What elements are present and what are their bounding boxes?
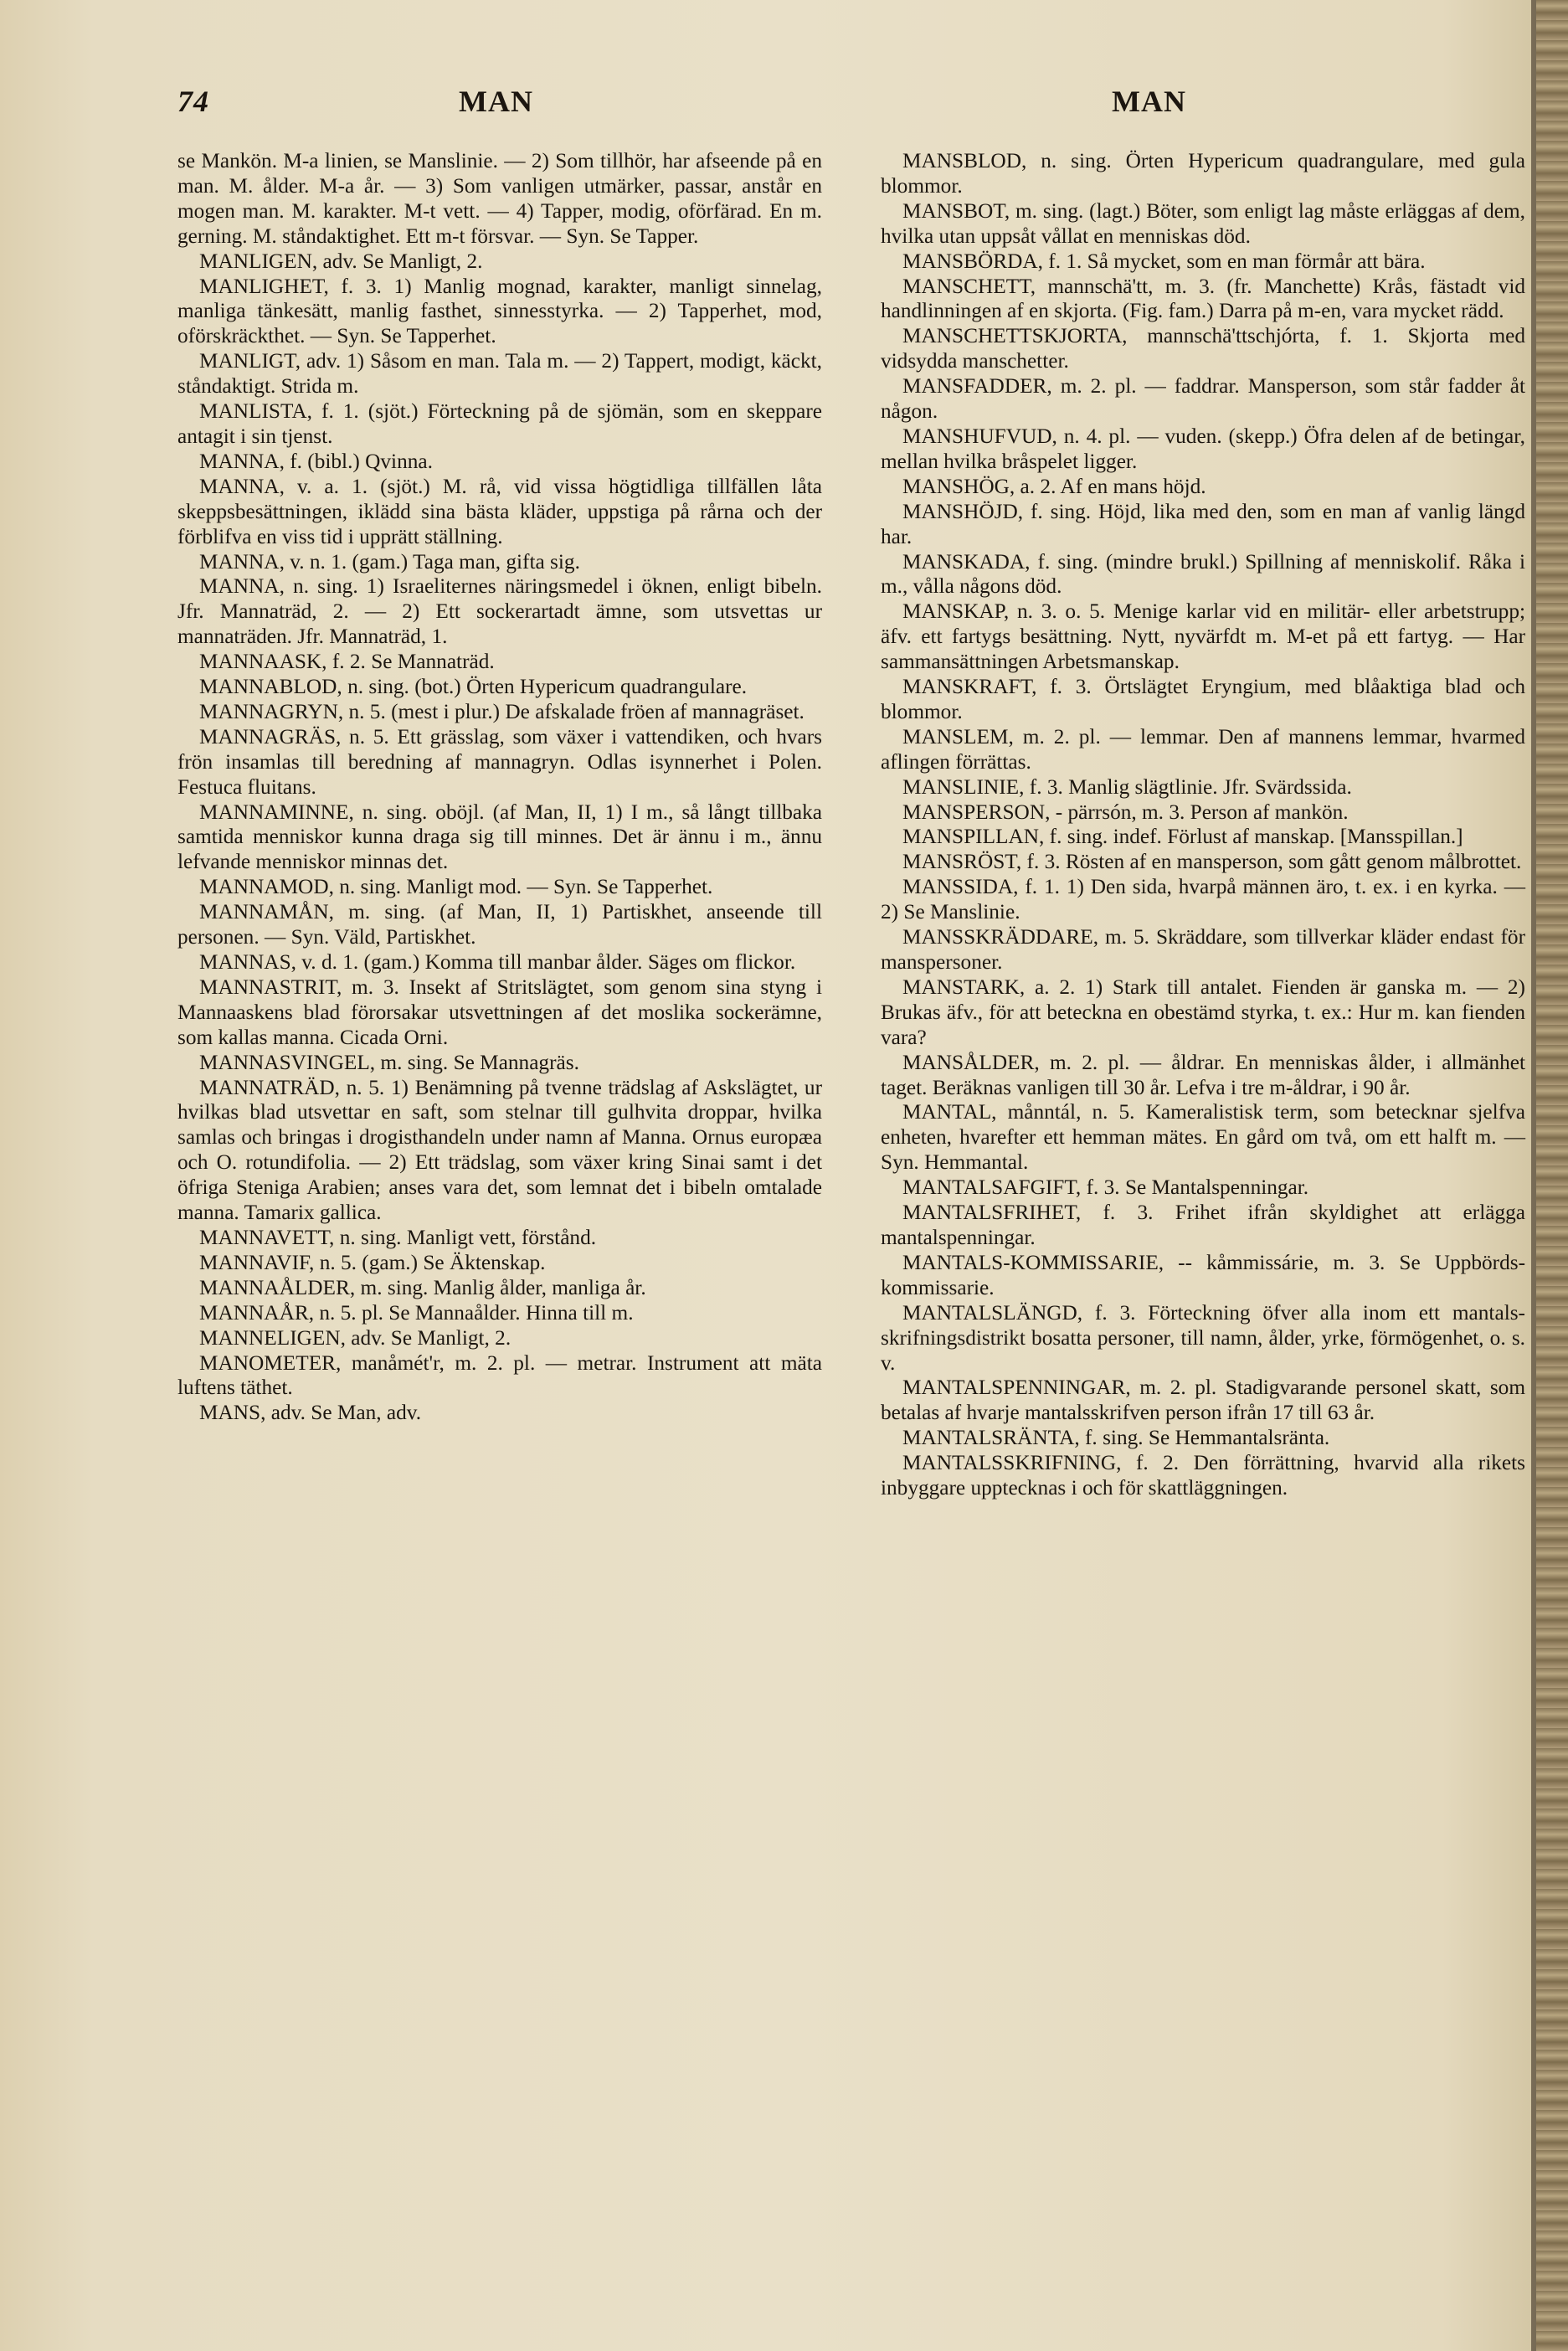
dictionary-entry: MANNAÅR, n. 5. pl. Se Mannaålder. Hinna till m.	[199, 1300, 634, 1325]
dictionary-entry: MANNAMÅN, m. sing. (af Man, II, 1) Partiskhet, anseende till personen. — Syn. Väld, Partiskhet.	[177, 900, 822, 949]
dictionary-entry: MANSCHETT, mannschä'tt, m. 3. (fr. Manchette) Krås, fästadt vid handlinningen af en skjorta. (Fig. fam.) Darra på m-en, vara mycket rädd.	[881, 274, 1525, 323]
dictionary-entry: MANLIGEN, adv. Se Manligt, 2.	[199, 249, 483, 273]
dictionary-entry: MANNAVIF, n. 5. (gam.) Se Äktenskap.	[199, 1250, 546, 1274]
dictionary-entry: MANTALSFRIHET, f. 3. Frihet ifrån skyldighet att erlägga mantalspenningar.	[881, 1201, 1525, 1249]
dictionary-entry: MANTALSSKRIFNING, f. 2. Den förrättning, hvarvid alla rikets inbyggare upptecknas i och för skattläggningen.	[881, 1451, 1525, 1500]
dictionary-entry: MANSHÖG, a. 2. Af en mans höjd.	[902, 474, 1206, 498]
dictionary-entry: MANNELIGEN, adv. Se Manligt, 2.	[199, 1325, 512, 1350]
dictionary-entry: MANSSKRÄDDARE, m. 5. Skräddare, som tillverkar kläder endast för manspersoner.	[881, 925, 1525, 974]
dictionary-entry: MANSFADDER, m. 2. pl. — faddrar. Mansperson, som står fadder åt någon.	[881, 374, 1525, 424]
dictionary-entry: MANLIGHET, f. 3. 1) Manlig mognad, karakter, manligt sinnelag, manliga tänkesätt, manlig fasthet, sinnesstyrka. — 2) Tapperhet, mod, oförskräckthet. — Syn. Se Tapperhet.	[177, 274, 822, 348]
right-column	[881, 149, 1525, 1501]
dictionary-entry: MANNAMOD, n. sing. Manligt mod. — Syn. Se Tapperhet.	[199, 875, 713, 899]
dictionary-entry: MANTALS-KOMMISSARIE, -- kåmmissárie, m. 3. Se Uppbörds-kommissarie.	[881, 1250, 1525, 1299]
dictionary-entry: MANNAGRYN, n. 5. (mest i plur.) De afskalade fröen af mannagräset.	[199, 699, 805, 723]
dictionary-entry: MANSLEM, m. 2. pl. — lemmar. Den af mannens lemmar, hvarmed aflingen förrättas.	[881, 724, 1525, 774]
dictionary-entry: MANNA, f. (bibl.) Qvinna.	[199, 449, 433, 473]
right-guide-word: MAN	[1112, 85, 1186, 118]
dictionary-entry: MANTALSPENNINGAR, m. 2. pl. Stadigvarande personel skatt, som betalas af hvarje mantalsskrifven person ifrån 17 till 63 år.	[881, 1376, 1525, 1425]
binding-shadow	[1531, 0, 1536, 2351]
dictionary-entry: MANSKADA, f. sing. (mindre brukl.) Spillning af menniskolif. Råka i m., vålla någons död.	[881, 549, 1525, 599]
dictionary-entry: MANNASVINGEL, m. sing. Se Mannagräs.	[199, 1050, 579, 1074]
dictionary-entry: MANSPERSON, - pärrsón, m. 3. Person af mankön.	[902, 800, 1349, 824]
dictionary-entry: MANTALSRÄNTA, f. sing. Se Hemmantalsränta.	[902, 1426, 1330, 1450]
dictionary-entry: MANSLINIE, f. 3. Manlig slägtlinie. Jfr. Svärdssida.	[902, 774, 1352, 799]
dictionary-entry: MANTALSLÄNGD, f. 3. Förteckning öfver alla inom ett mantals-skrifningsdistrikt bosatta personer, till namn, ålder, yrke, förmögenhet, o. s. v.	[881, 1300, 1525, 1375]
dictionary-entry: MANSPILLAN, f. sing. indef. Förlust af manskap. [Mansspillan.]	[902, 825, 1463, 849]
dictionary-entry: MANLISTA, f. 1. (sjöt.) Förteckning på de sjömän, som en skeppare antagit i sin tjenst.	[177, 399, 822, 448]
dictionary-entry: MANLIGT, adv. 1) Såsom en man. Tala m. — 2) Tappert, modigt, käckt, ståndaktigt. Strida m.	[177, 349, 822, 399]
dictionary-entry: MANNAVETT, n. sing. Manligt vett, förstånd.	[199, 1225, 597, 1249]
dictionary-entry: MANNATRÄD, n. 5. 1) Benämning på tvenne trädslag af Askslägtet, ur hvilkas blad utsvettar en saft, som stelnar till gulhvita droppar, hvilka samlas och bringas i drogisthandeln under namn af Manna. Ornus europæa och O. rotundifolia. — 2) Ett trädslag, som växer kring Sinai samt i det öfriga Steniga Arabien; anses vara det, som lemnat det i bibeln omtalade manna. Tamarix gallica.	[177, 1075, 822, 1225]
dictionary-entry: MANSBLOD, n. sing. Örten Hypericum quadrangulare, med gula blommor.	[881, 149, 1525, 198]
dictionary-entry: MANNA, n. sing. 1) Israeliternes näringsmedel i öknen, enligt bibeln. Jfr. Mannaträd, 2. — 2) Ett sockerartadt ämne, som utsvettas ur mannaträden. Jfr. Mannaträd, 1.	[177, 574, 822, 649]
dictionary-entry: MANNAS, v. d. 1. (gam.) Komma till manbar ålder. Säges om flickor.	[199, 950, 796, 974]
dictionary-entry: MANSKAP, n. 3. o. 5. Menige karlar vid en militär- eller arbetstrupp; äfv. ett fartygs besättning. Nytt, nyvärfdt m. M-et på ett fartyg. — Har sammansättningen Arbetsmanskap.	[881, 599, 1525, 674]
page-number: 74	[177, 85, 209, 118]
dictionary-entry: MANNABLOD, n. sing. (bot.) Örten Hypericum quadrangulare.	[199, 675, 748, 699]
dictionary-entry: MANSSIDA, f. 1. 1) Den sida, hvarpå männen äro, t. ex. i en kyrka. — 2) Se Manslinie.	[881, 875, 1525, 924]
dictionary-entry: MANTAL, månntál, n. 5. Kameralistisk term, som betecknar sjelfva enheten, hvarefter ett hemman mätes. En gård om två, om ett halft m. — Syn. Hemmantal.	[881, 1100, 1525, 1175]
dictionary-entry: MANTALSAFGIFT, f. 3. Se Mantalspenningar.	[902, 1176, 1309, 1200]
dictionary-entry: MANNASTRIT, m. 3. Insekt af Stritslägtet, som genom sina styng i Mannaaskens blad förorsakar utsvettningen af det moslika sockerämne, som kallas manna. Cicada Orni.	[177, 975, 822, 1049]
left-guide-word: MAN	[459, 85, 533, 118]
dictionary-entry: MANNA, v. a. 1. (sjöt.) M. rå, vid vissa högtidliga tillfällen låta skeppsbesättningen, iklädd sina bästa kläder, uppstiga på rårna och der förblifva en viss tid i upprätt ställning.	[177, 474, 822, 548]
dictionary-entry: MANSKRAFT, f. 3. Örtslägtet Eryngium, med blåaktiga blad och blommor.	[881, 675, 1525, 723]
left-column	[177, 149, 822, 1426]
dictionary-entry: MANSHÖJD, f. sing. Höjd, lika med den, som en man af vanlig längd har.	[881, 499, 1525, 548]
dictionary-entry: MANSBÖRDA, f. 1. Så mycket, som en man förmår att bära.	[902, 249, 1426, 273]
dictionary-entry: MANSBOT, m. sing. (lagt.) Böter, som enligt lag måste erläggas af dem, hvilka utan uppsåt vållat en menniskas död.	[881, 198, 1525, 248]
dictionary-entry: MANNAASK, f. 2. Se Mannaträd.	[199, 650, 495, 674]
dictionary-entry: MANNA, v. n. 1. (gam.) Taga man, gifta sig.	[199, 549, 580, 574]
dictionary-entry: MANSCHETTSKJORTA, mannschä'ttschjórta, f. 1. Skjorta med vidsydda manschetter.	[881, 324, 1525, 373]
book-binding-edge	[1536, 0, 1568, 2351]
dictionary-entry: MANNAÅLDER, m. sing. Manlig ålder, manliga år.	[199, 1275, 646, 1299]
dictionary-entry: MANS, adv. Se Man, adv.	[199, 1401, 422, 1425]
dictionary-entry: MANOMETER, manåmét'r, m. 2. pl. — metrar. Instrument att mäta luftens täthet.	[177, 1350, 822, 1400]
dictionary-entry: MANNAMINNE, n. sing. oböjl. (af Man, II, 1) I m., så långt tillbaka samtida menniskor kunna draga sig till minnes. Det är ännu i m., ännu lefvande menniskor minnas det.	[177, 800, 822, 874]
dictionary-entry: MANSÅLDER, m. 2. pl. — åldrar. En menniskas ålder, i allmänhet taget. Beräknas vanligen till 30 år. Lefva i tre m-åldrar, i 90 år.	[881, 1050, 1525, 1099]
dictionary-entry: MANSRÖST, f. 3. Rösten af en mansperson, som gått genom målbrottet.	[902, 850, 1522, 874]
dictionary-entry: MANSHUFVUD, n. 4. pl. — vuden. (skepp.) Öfra delen af de betingar, mellan hvilka bråspelet ligger.	[881, 424, 1525, 473]
dictionary-entry: MANSTARK, a. 2. 1) Stark till antalet. Fienden är ganska m. — 2) Brukas äfv., för att beteckna en obestämd styrka, t. ex.: Hur m. kan fienden vara?	[881, 975, 1525, 1049]
dictionary-entry: se Mankön. M-a linien, se Manslinie. — 2) Som tillhör, har afseende på en man. M. ålder. M-a år. — 3) Som vanligen utmärker, passar, anstår en mogen man. M. karakter. M-t vett. — 4) Tapper, modig, oförfärad. En m. gerning. M. ståndaktighet. Ett m-t försvar. — Syn. Se Tapper.	[177, 149, 822, 248]
dictionary-entry: MANNAGRÄS, n. 5. Ett grässlag, som växer i vattendiken, och hvars frön insamlas till beredning af mannagryn. Odlas isynnerhet i Polen. Festuca fluitans.	[177, 724, 822, 799]
